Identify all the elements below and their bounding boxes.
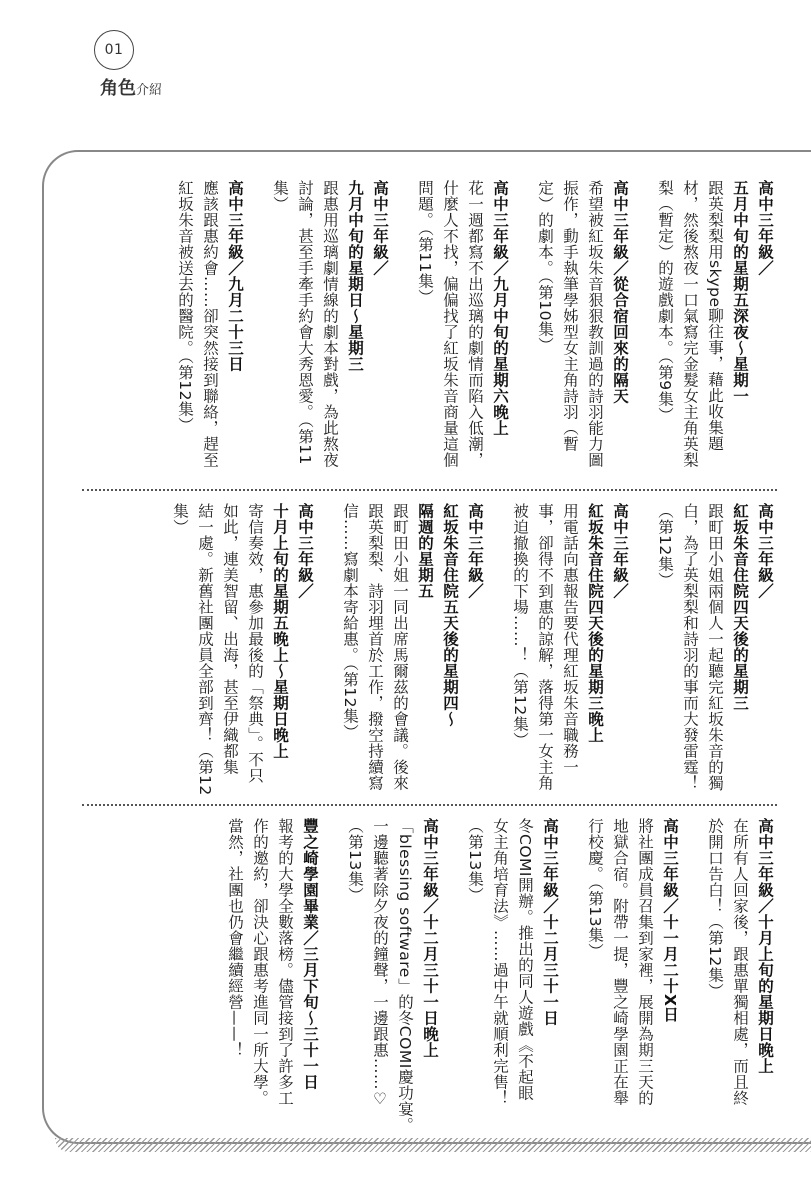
page-title-main: 角色 <box>100 78 136 99</box>
entry-heading-line: 紅坂朱音住院五天後的星期四～ <box>441 503 459 727</box>
entry-heading-line: 高中三年級／十月上旬的星期日晚上 <box>756 818 774 1074</box>
entry-body-line: 行校慶。（第13集） <box>586 818 604 959</box>
entry-heading-line: 紅坂朱音住院四天後的星期三晚上 <box>586 503 604 743</box>
entry-body-line: 作的邀約，卻決心跟惠考進同一所大學。 <box>251 818 269 1106</box>
timeline-entry <box>222 818 322 1133</box>
entry-body-line: 應該跟惠約會……卻突然接到聯絡，趕至 <box>201 180 219 468</box>
entry-body-line: 跟町田小姐一同出席馬爾茲的會議。後來 <box>391 503 409 791</box>
timeline-entry <box>652 503 777 796</box>
entry-body-line: 希望被紅坂朱音狠狠教訓過的詩羽能力圖 <box>586 180 604 468</box>
entry-body-line: 跟惠用巡璃劇情線的劇本對戲，為此熬夜 <box>321 180 339 468</box>
entry-body-line: 「blessing software」的冬COMI慶功宴。 <box>396 818 414 1133</box>
timeline-entry <box>412 180 512 468</box>
entry-body-line: 梨（暫定）的遊戲劇本。（第9集） <box>656 180 674 423</box>
timeline-entry <box>167 503 317 796</box>
entry-body-line: 跟英梨梨用skype聊往事，藉此收集題 <box>706 180 724 452</box>
page-title-sub: 介紹 <box>136 83 163 98</box>
page-title <box>100 74 162 100</box>
timeline-section-2 <box>122 503 777 796</box>
entry-heading-line: 高中三年級／九月中旬的星期六晚上 <box>491 180 509 436</box>
entry-heading-line: 高中三年級／ <box>756 503 774 599</box>
entry-body-line: 在所有人回家後，跟惠單獨相處，而且終 <box>731 818 749 1106</box>
entry-heading-line: 高中三年級／ <box>466 503 484 599</box>
chapter-number-badge: 01 <box>94 30 134 70</box>
section-divider <box>82 804 777 806</box>
entry-body-line: 將社團成員召集到家裡，展開為期三天的 <box>636 818 654 1106</box>
entry-body-line: 紅坂朱音被送去的醫院。（第12集） <box>176 180 194 433</box>
entry-heading-line: 高中三年級／從合宿回來的隔天 <box>611 180 629 404</box>
entry-body-line: 如此，連美智留、出海，甚至伊織都集 <box>221 503 239 775</box>
entry-heading-line: 五月中旬的星期五深夜～星期一 <box>731 180 749 404</box>
entry-body-line: 信……寫劇本寄給惠。（第12集） <box>341 503 359 740</box>
entry-heading-line: 九月中旬的星期日～星期三 <box>346 180 364 372</box>
entry-body-line: 集） <box>271 180 289 212</box>
entry-body-line: 振作，動手執筆學姊型女主角詩羽（暫 <box>561 180 579 452</box>
entry-body-line: （第13集） <box>466 818 484 903</box>
timeline-section-1 <box>122 180 777 468</box>
timeline-entry <box>702 818 777 1133</box>
entry-body-line: 什麼人不找，偏偏找了紅坂朱音商量這個 <box>441 180 459 468</box>
entry-body-line: 被迫撤換的下場……！（第12集） <box>511 503 529 748</box>
entry-body-line: 寄信奏效，惠參加最後的「祭典」。不只 <box>246 503 264 784</box>
entry-body-line: 事，卻得不到惠的諒解，落得第一女主角 <box>536 503 554 791</box>
timeline-section-3 <box>122 818 777 1133</box>
timeline-entry <box>532 180 632 468</box>
panel-hatch-decoration <box>55 1138 811 1152</box>
entry-heading-line: 高中三年級／十二月三十一日晚上 <box>421 818 439 1058</box>
page-header <box>76 22 186 102</box>
entry-heading-line: 高中三年級／ <box>371 180 389 276</box>
entry-body-line: （第13集） <box>346 818 364 903</box>
entry-body-line: 跟町田小姐兩個人一起聽完紅坂朱音的獨 <box>706 503 724 791</box>
entry-body-line: 報考的大學全數落榜。儘管接到了許多工 <box>276 818 294 1106</box>
timeline-entry <box>507 503 632 796</box>
entry-body-line: 於開口告白！（第12集） <box>706 818 724 999</box>
entry-heading-line: 十月上旬的星期五晚上～星期日晚上 <box>271 503 289 759</box>
timeline-entry <box>462 818 562 1133</box>
entry-body-line: 冬COMI開辦。推出的同人遊戲《不起眼 <box>516 818 534 1101</box>
entry-heading-line: 豐之崎學園畢業／三月下旬～三十一日 <box>301 818 319 1090</box>
entry-body-line: 材，然後熬夜一口氣寫完金髮女主角英梨 <box>681 180 699 468</box>
timeline-entry <box>652 180 777 468</box>
entry-body-line: 討論，甚至手牽手約會大秀恩愛。（第11 <box>296 180 314 465</box>
timeline-entry <box>267 180 392 468</box>
entry-body-line: 用電話向惠報告要代理紅坂朱音職務一 <box>561 503 579 775</box>
timeline-entry <box>342 818 442 1133</box>
entry-heading-line: 高中三年級／十一月二十X日 <box>661 818 679 1023</box>
timeline-entry <box>582 818 682 1133</box>
entry-heading-line: 高中三年級／ <box>756 180 774 276</box>
entry-body-line: 定）的劇本。（第10集） <box>536 180 554 353</box>
entry-body-line: 當然，社團也仍會繼續經營——！ <box>226 818 244 1058</box>
entry-body-line: （第12集） <box>656 503 674 588</box>
entry-body-line: 結一處。新舊社團成員全部到齊！（第12 <box>196 503 214 796</box>
timeline-entry <box>172 180 247 468</box>
section-divider <box>82 489 777 491</box>
entry-heading-line: 紅坂朱音住院四天後的星期三 <box>731 503 749 711</box>
entry-body-line: 問題。（第11集） <box>416 180 434 305</box>
entry-heading-line: 高中三年級／ <box>296 503 314 599</box>
entry-body-line: 女主角培育法》……過中午就順利完售！ <box>491 818 509 1106</box>
entry-body-line: 一邊聽著除夕夜的鐘聲，一邊跟惠……♡ <box>371 818 389 1109</box>
entry-heading-line: 高中三年級／九月二十三日 <box>226 180 244 372</box>
entry-heading-line: 隔週的星期五 <box>416 503 434 599</box>
entry-body-line: 地獄合宿。附帶一提，豐之崎學園正在舉 <box>611 818 629 1106</box>
entry-heading-line: 高中三年級／十二月三十一日 <box>541 818 559 1026</box>
entry-body-line: 跟英梨梨、詩羽埋首於工作，撥空持續寫 <box>366 503 384 791</box>
entry-body-line: 白，為了英梨梨和詩羽的事而大發雷霆！ <box>681 503 699 791</box>
entry-body-line: 花一週都寫不出巡璃的劇情而陷入低潮， <box>466 180 484 468</box>
entry-body-line: 集） <box>171 503 189 535</box>
timeline-entry <box>337 503 487 796</box>
entry-heading-line: 高中三年級／ <box>611 503 629 599</box>
